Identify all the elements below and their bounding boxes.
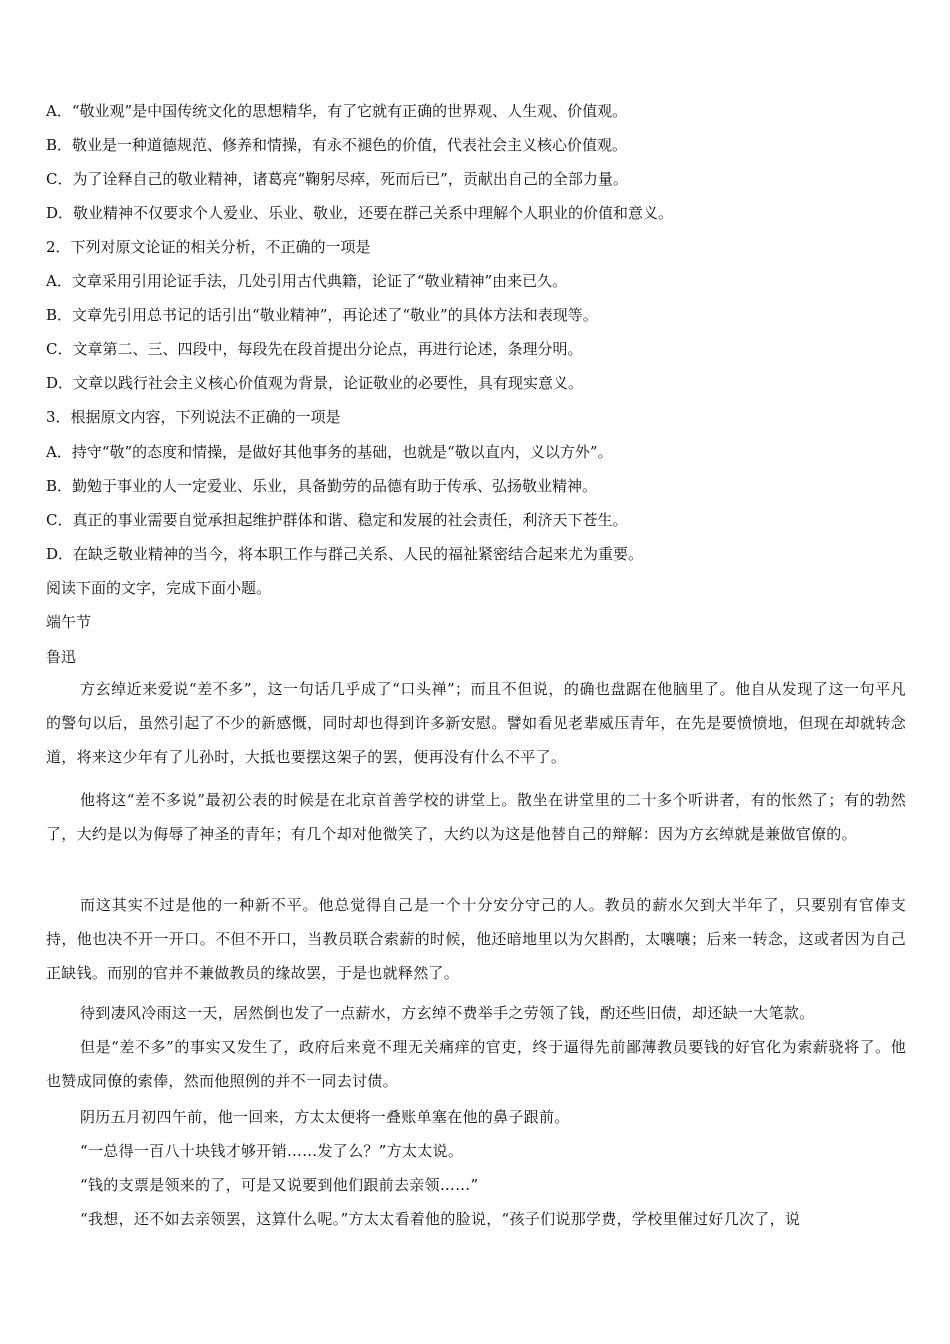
q3-stem: 3．根据原文内容，下列说法不正确的一项是 (46, 408, 341, 426)
q2-option-a: A．文章采用引用论证手法，几处引用古代典籍，论证了“敬业精神”由来已久。 (46, 272, 568, 290)
q2-option-d: D．文章以践行社会主义核心价值观为背景，论证敬业的必要性，具有现实意义。 (46, 374, 584, 392)
story-paragraph: “我想，还不如去亲领罢，这算什么呢。”方太太看着他的脸说，“孩子们说那学费，学校里催过好几次了，说 (80, 1210, 801, 1228)
story-paragraph: 阴历五月初四午前，他一回来，方太太便将一叠账单塞在他的鼻子跟前。 (80, 1108, 570, 1126)
q3-option-c: C．真正的事业需要自觉承担起维护群体和谐、稳定和发展的社会责任，利济天下苍生。 (46, 511, 628, 529)
story-paragraph: 但是“差不多”的事实又发生了，政府后来竟不理无关痛痒的官吏，终于逼得先前鄙薄教员要钱的好官化为索薪骁将了。他也赞成同僚的索俸，然而他照例的并不一同去讨债。 (46, 1038, 906, 1090)
story-paragraph: 他将这“差不多说”最初公表的时候是在北京首善学校的讲堂上。散坐在讲堂里的二十多个听讲者，有的怅然了；有的勃然了，大约是以为侮辱了神圣的青年；有几个却对他微笑了，大约以为这是他替自己的辩解：因为方玄绰就是兼做官僚的。 (46, 791, 906, 843)
story-title: 端午节 (46, 613, 92, 631)
reading-instruction: 阅读下面的文字，完成下面小题。 (46, 579, 272, 597)
q1-option-a: A．“敬业观”是中国传统文化的思想精华，有了它就有正确的世界观、人生观、价值观。 (46, 102, 628, 120)
story-paragraph: 方玄绰近来爱说“差不多”，这一句话几乎成了“口头禅”；而且不但说，的确也盘踞在他脑里了。他自从发现了这一句平凡的警句以后，虽然引起了不少的新感慨，同时却也得到许多新安慰。譬如看见老辈威压青年，在先是要愤愤地，但现在却就转念道，将来这少年有了儿孙时，大抵也要摆这架子的罢，便再没有什么不平了。 (46, 680, 906, 766)
q2-stem: 2．下列对原文论证的相关分析，不正确的一项是 (46, 238, 371, 256)
q2-option-c: C．文章第二、三、四段中，每段先在段首提出分论点，再进行论述，条理分明。 (46, 340, 583, 358)
q3-option-a: A．持守“敬”的态度和情操，是做好其他事务的基础，也就是“敬以直内，义以方外”。 (46, 443, 613, 461)
q3-option-b: B．勤勉于事业的人一定爱业、乐业，具备勤劳的品德有助于传承、弘扬敬业精神。 (46, 477, 598, 495)
story-paragraph: “一总得一百八十块钱才够开销……发了么？”方太太说。 (80, 1142, 464, 1160)
story-paragraph: “钱的支票是领来的了，可是又说要到他们跟前去亲领……” (80, 1176, 479, 1194)
story-paragraph: 待到凄风冷雨这一天，居然倒也发了一点薪水，方玄绰不费举手之劳领了钱，酌还些旧债，却还缺一大笔款。 (80, 1004, 815, 1022)
q3-option-d: D．在缺乏敬业精神的当今，将本职工作与群己关系、人民的福祉紧密结合起来尤为重要。 (46, 545, 644, 563)
q1-option-c: C．为了诠释自己的敬业精神，诸葛亮“鞠躬尽瘁，死而后已”，贡献出自己的全部力量。 (46, 170, 628, 188)
story-author: 鲁迅 (46, 648, 77, 666)
q2-option-b: B．文章先引用总书记的话引出“敬业精神”，再论述了“敬业”的具体方法和表现等。 (46, 306, 598, 324)
q1-option-b: B．敬业是一种道德规范、修养和情操，有永不褪色的价值，代表社会主义核心价值观。 (46, 136, 628, 154)
story-paragraph: 而这其实不过是他的一种新不平。他总觉得自己是一个十分安分守己的人。教员的薪水欠到大半年了，只要别有官俸支持，他也决不开一开口。不但不开口，当教员联合索薪的时候，他还暗地里以为欠斟酌，太嚷嚷；后来一转念，这或者因为自己正缺钱。而别的官并不兼做教员的缘故罢，于是也就释然了。 (46, 896, 906, 982)
q1-option-d: D．敬业精神不仅要求个人爱业、乐业、敬业，还要在群己关系中理解个人职业的价值和意义。 (46, 204, 674, 222)
